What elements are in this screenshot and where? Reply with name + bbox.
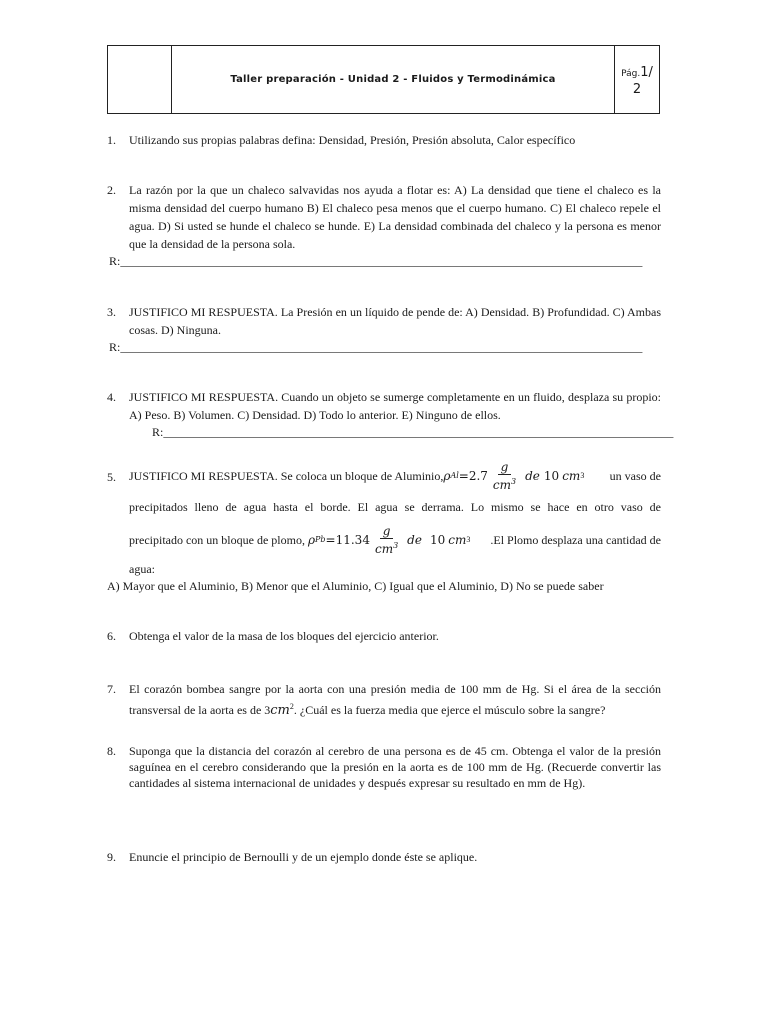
answer-line-3[interactable]: R:_______________________________________________________________________________________: [109, 340, 643, 354]
answer-line-4[interactable]: R:_____________________________________________________________________________________: [152, 425, 674, 439]
question-text: JUSTIFICO MI RESPUESTA. La Presión en un líquido de pende de: A) Densidad. B) Profundidad. C) Ambas cosas. D) Ninguna.: [129, 305, 661, 337]
question-4: [107, 388, 661, 424]
question-number: 6.: [107, 629, 116, 643]
logo-cell: [108, 46, 172, 113]
density-fraction: $\frac{g}{cm^3}$: [492, 460, 517, 492]
question-1: [107, 131, 661, 149]
question-number: 8.: [107, 744, 116, 758]
question-text: Utilizando sus propias palabras defina: Densidad, Presión, Presión absoluta, Calor específico: [129, 133, 576, 147]
question-7: [107, 680, 661, 720]
question-number: 2.: [107, 183, 116, 197]
page-total: 2: [632, 81, 642, 97]
question-5-line-4: agua:: [129, 562, 155, 576]
rho-symbol: ρ: [443, 469, 451, 483]
question-number: 1.: [107, 133, 116, 147]
question-8: [107, 743, 661, 791]
question-text: JUSTIFICO MI RESPUESTA. Cuando un objeto se sumerge completamente en un fluido, desplaza su propio: A) Peso. B) Volumen. C) Densidad. D) Todo lo anterior. E) Ninguno de ellos.: [129, 390, 661, 422]
density-fraction-pb: $\frac{g}{cm^3}$: [374, 524, 399, 556]
question-number: 9.: [107, 850, 116, 864]
question-3: [107, 303, 661, 339]
question-5-line-3: precipitado con un bloque de plomo, ρ Pb =11.34 $\frac{g}{cm^3}$ de 10 cm 3 .El Plomo desplaza una cantidad de: [129, 524, 661, 556]
question-5-line-1: JUSTIFICO MI RESPUESTA. Se coloca un bloque de Aluminio, ρ Al =2.7 $\frac{g}{cm^3}$ de 10 cm 3 un vaso de: [129, 460, 661, 492]
question-text: Enuncie el principio de Bernoulli y de un ejemplo donde éste se aplique.: [129, 850, 478, 864]
question-text: El corazón bombea sangre por la aorta con una presión media de 100 mm de Hg. Si el área de la sección transversal de la aorta es de $3cm^2$. ¿Cuál es la fuerza media que ejerce el músculo sobre la sangre?: [129, 682, 661, 718]
header-table: [107, 45, 660, 114]
question-number: 5.: [107, 470, 116, 484]
question-number: 4.: [107, 390, 116, 404]
document-title: Taller preparación - Unidad 2 - Fluidos y Termodinámica: [172, 46, 615, 113]
question-number: 7.: [107, 682, 116, 696]
answer-line-2[interactable]: R:_______________________________________________________________________________________: [109, 254, 643, 268]
question-text: Suponga que la distancia del corazón al cerebro de una persona es de 45 cm. Obtenga el valor de la presión saguínea en el cerebro considerando que la presión en la aorta es de 100 mm de Hg. (Recuerde convertir las cantidades al sistema internacional de unidades y después expresar su resultado en mm de Hg).: [129, 744, 661, 790]
question-number: 3.: [107, 305, 116, 319]
question-text: Obtenga el valor de la masa de los bloques del ejercicio anterior.: [129, 629, 439, 643]
question-5-line-2: precipitados lleno de agua hasta el borde. El agua se derrama. Lo mismo se hace en otro vaso de: [129, 500, 661, 514]
question-text: La razón por la que un chaleco salvavidas nos ayuda a flotar es: A) La densidad que tiene el chaleco es la misma densidad del cuerpo humano B) El chaleco pesa menos que el cuerpo humano. C) El chaleco repele el agua. D) Si usted se hunde el chaleco se hunde. E) La densidad combinada del chaleco y la persona es menor que la densidad de la persona sola.: [129, 183, 661, 251]
question-2: [107, 181, 661, 253]
question-5-options: A) Mayor que el Aluminio, B) Menor que el Aluminio, C) Igual que el Aluminio, D) No se puede saber: [107, 579, 604, 593]
page-label: Pág.: [621, 68, 641, 79]
question-9: [107, 848, 661, 866]
page-current: 1/: [640, 64, 653, 80]
question-6: [107, 627, 661, 645]
page-number: [615, 46, 659, 113]
